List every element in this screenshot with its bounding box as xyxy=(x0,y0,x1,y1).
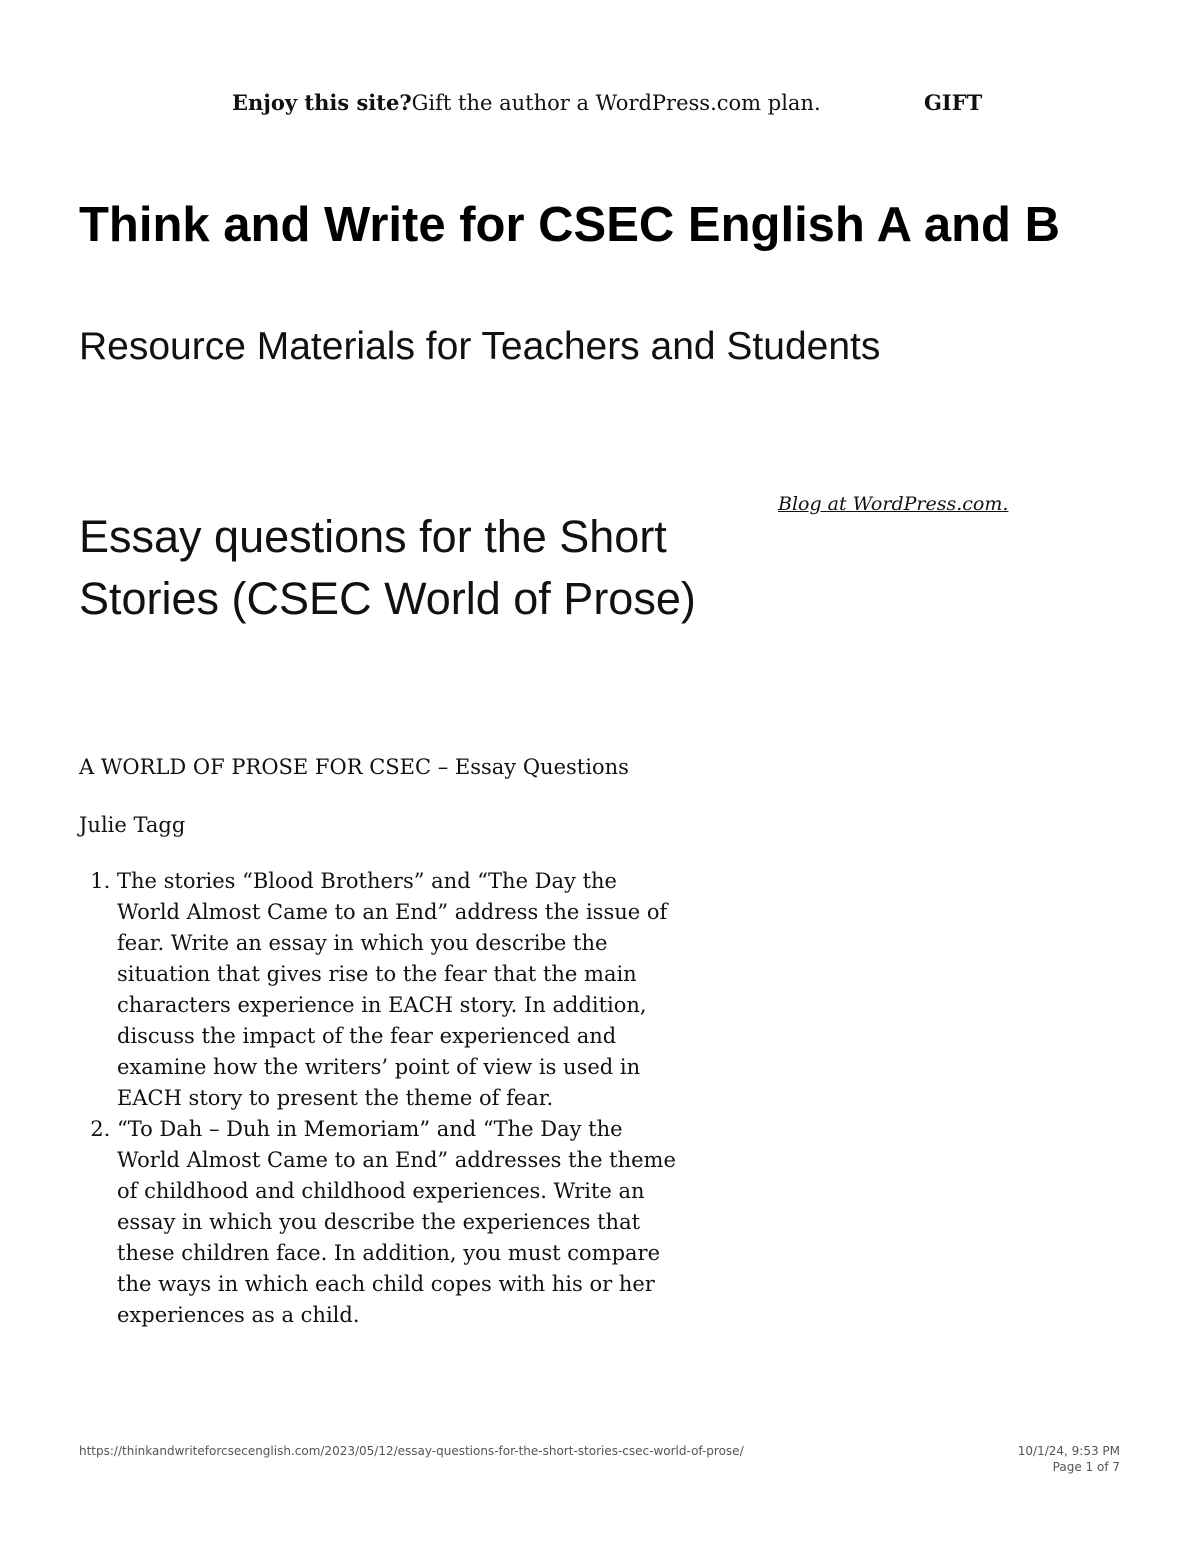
post-title: Essay questions for the Short Stories (CSEC World of Prose) xyxy=(79,511,696,624)
footer-url: https://thinkandwriteforcsecenglish.com/2023/05/12/essay-questions-for-the-short-stories-csec-world-of-prose/ xyxy=(79,1444,744,1458)
post-subtitle: A WORLD OF PROSE FOR CSEC – Essay Questions xyxy=(79,755,629,779)
gift-banner xyxy=(232,86,992,120)
banner-message[interactable]: Gift the author a WordPress.com plan. xyxy=(411,91,821,115)
banner-lead: Enjoy this site? xyxy=(232,90,412,115)
footer-datetime: 10/1/24, 9:53 PM xyxy=(1017,1444,1120,1458)
post-content xyxy=(79,752,679,1331)
essay-question-list xyxy=(79,866,679,1331)
post-author: Julie Tagg xyxy=(79,813,186,837)
footer-page-number: Page 1 of 7 xyxy=(1052,1460,1120,1474)
site-tagline: Resource Materials for Teachers and Students xyxy=(79,325,881,368)
gift-button[interactable]: GIFT xyxy=(924,90,983,115)
essay-question-item: 1. The stories “Blood Brothers” and “The Day the World Almost Came to an End” address the issue of fear. Write an essay in which you describe the situation that gives rise to the fear that the main characters experience in EACH story. In addition, discuss the impact of the fear experienced and examine how the writers’ point of view is used in EACH story to present the theme of fear. xyxy=(117,866,679,1114)
footer-meta xyxy=(1018,1443,1120,1475)
blog-at-wordpress-link[interactable]: Blog at WordPress.com. xyxy=(778,493,1009,515)
essay-question-item: 2. “To Dah – Duh in Memoriam” and “The Day the World Almost Came to an End” addresses the theme of childhood and childhood experiences. Write an essay in which you describe the experiences that these children face. In addition, you must compare the ways in which each child copes with his or her experiences as a child. xyxy=(117,1114,679,1331)
site-title[interactable]: Think and Write for CSEC English A and B xyxy=(79,198,1060,252)
